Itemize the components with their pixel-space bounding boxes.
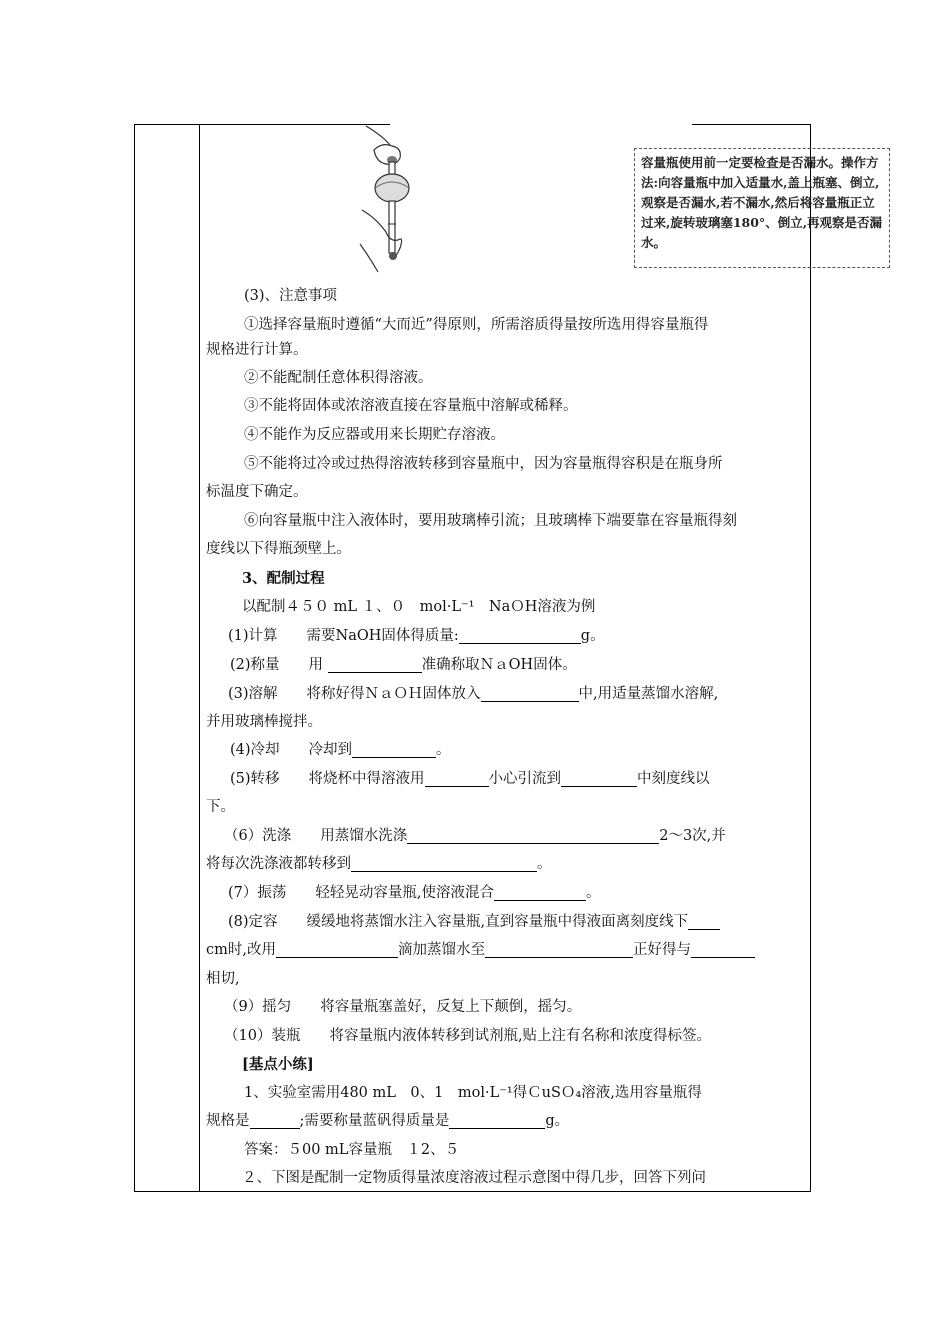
blank	[328, 654, 422, 673]
step-text: ;需要称量蓝矾得质量是	[299, 1113, 450, 1129]
step-mix: （9）摇匀 将容量瓶塞盖好，反复上下颠倒，摇匀。	[224, 999, 582, 1015]
step-fill-cont	[206, 936, 755, 965]
step-weigh	[230, 651, 577, 680]
step-bottle: （10）装瓶 将容量瓶内液体转移到试剂瓶,贴上注有名称和浓度得标签。	[224, 1028, 712, 1044]
step-text: 滴加蒸馏水至	[397, 942, 485, 958]
blank	[351, 853, 537, 872]
step-text: 正好得与	[632, 942, 691, 958]
blank	[494, 882, 586, 901]
practice-heading: [基点小练]	[242, 1056, 314, 1073]
blank	[449, 1110, 545, 1129]
step-text: (4)冷却 冷却到	[230, 742, 353, 758]
note-line: ⑤不能将过冷或过热得溶液转移到容量瓶中，因为容量瓶得容积是在瓶身所	[244, 456, 723, 472]
step-cool	[230, 736, 451, 765]
blank	[407, 825, 659, 844]
step-text: 。	[436, 742, 451, 758]
blank	[425, 768, 489, 787]
notes-heading: (3)、注意事项	[244, 288, 338, 304]
note-line: ①选择容量瓶时遵循“大而近”得原则，所需溶质得量按所选用得容量瓶得	[244, 317, 709, 333]
step-text: (8)定容 缓缓地将蒸馏水注入容量瓶,直到容量瓶中得液面离刻度线下	[228, 914, 689, 930]
table-top-rule-left	[134, 124, 390, 125]
leak-check-callout: 容量瓶使用前一定要检查是否漏水。操作方法:向容量瓶中加入适量水,盖上瓶塞、倒立,观察是否漏水,若不漏水,然后将容量瓶正立过来,旋转玻璃塞180°、倒立,再观察是否漏水。	[634, 148, 890, 268]
step-calculate	[228, 622, 605, 651]
step-text: （6）洗涤 用蒸馏水洗涤	[224, 828, 408, 844]
step-transfer	[230, 765, 710, 794]
step-text: (7）振荡 轻轻晃动容量瓶,使溶液混合	[228, 885, 494, 901]
table-column-divider	[199, 124, 200, 1192]
blank	[352, 739, 436, 758]
blank	[459, 625, 581, 644]
question-1-cont	[206, 1107, 569, 1136]
blank	[481, 683, 579, 702]
blank	[485, 939, 633, 958]
note-line: ⑥向容量瓶中注入液体时，要用玻璃棒引流；且玻璃棒下端要靠在容量瓶得刻	[244, 513, 737, 529]
step-text: 规格是	[206, 1113, 250, 1129]
blank	[561, 768, 637, 787]
step-dissolve	[228, 680, 718, 709]
step-text: 中刻度线以	[637, 771, 710, 787]
volumetric-flask-hands-illustration	[356, 124, 436, 274]
note-line: ②不能配制任意体积得溶液。	[244, 370, 433, 386]
step-text: 。	[586, 885, 601, 901]
step-text: cm时,改用	[206, 942, 276, 958]
step-text: g。	[580, 628, 605, 644]
step-text: 2～3次,并	[659, 828, 726, 844]
step-text: 将每次洗涤液都转移到	[206, 856, 351, 872]
note-line: ③不能将固体或浓溶液直接在容量瓶中溶解或稀释。	[244, 398, 578, 414]
process-example: 以配制４５０ mL １、０ mol·L⁻¹ NaＯH溶液为例	[242, 599, 596, 615]
blank	[688, 911, 720, 930]
step-text: 小心引流到	[488, 771, 562, 787]
step-shake	[228, 879, 601, 908]
blank	[276, 939, 398, 958]
process-heading: 3、配制过程	[242, 570, 325, 587]
step-wash	[224, 822, 726, 851]
blank	[250, 1110, 300, 1129]
question-1: 1、实验室需用480 mL 0、1 mol·L⁻¹得ＣuSＯ₄溶液,选用容量瓶得	[244, 1085, 702, 1101]
step-transfer-cont: 下。	[206, 799, 235, 815]
step-text: 中,用适量蒸馏水溶解,	[578, 686, 719, 702]
step-text: (2)称量 用	[230, 657, 324, 673]
note-line: ④不能作为反应器或用来长期贮存溶液。	[244, 427, 505, 443]
step-text: (1)计算 需要NaOH固体得质量:	[228, 628, 459, 644]
note-line: 标温度下确定。	[206, 484, 308, 500]
blank	[691, 939, 755, 958]
flask-figure	[356, 124, 883, 274]
step-text: 准确称取ＮａOH固体。	[421, 657, 577, 673]
step-fill	[228, 908, 720, 937]
note-line: 度线以下得瓶颈壁上。	[206, 541, 351, 557]
step-fill-end: 相切,	[206, 971, 240, 987]
table-left-border	[134, 124, 135, 1192]
question-2: ２、下图是配制一定物质得量浓度溶液过程示意图中得几步，回答下列问	[242, 1170, 706, 1186]
step-wash-cont	[206, 850, 552, 879]
step-text: (5)转移 将烧杯中得溶液用	[230, 771, 425, 787]
note-line: 规格进行计算。	[206, 342, 308, 358]
step-dissolve-cont: 并用玻璃棒搅拌。	[206, 714, 322, 730]
answer-1: 答案：５00 mL容量瓶 １2、５	[244, 1142, 460, 1158]
step-text: (3)溶解 将称好得ＮａＯＨ固体放入	[228, 686, 481, 702]
step-text: g。	[545, 1113, 570, 1129]
table-right-border	[810, 124, 811, 1192]
step-text: 。	[537, 856, 552, 872]
